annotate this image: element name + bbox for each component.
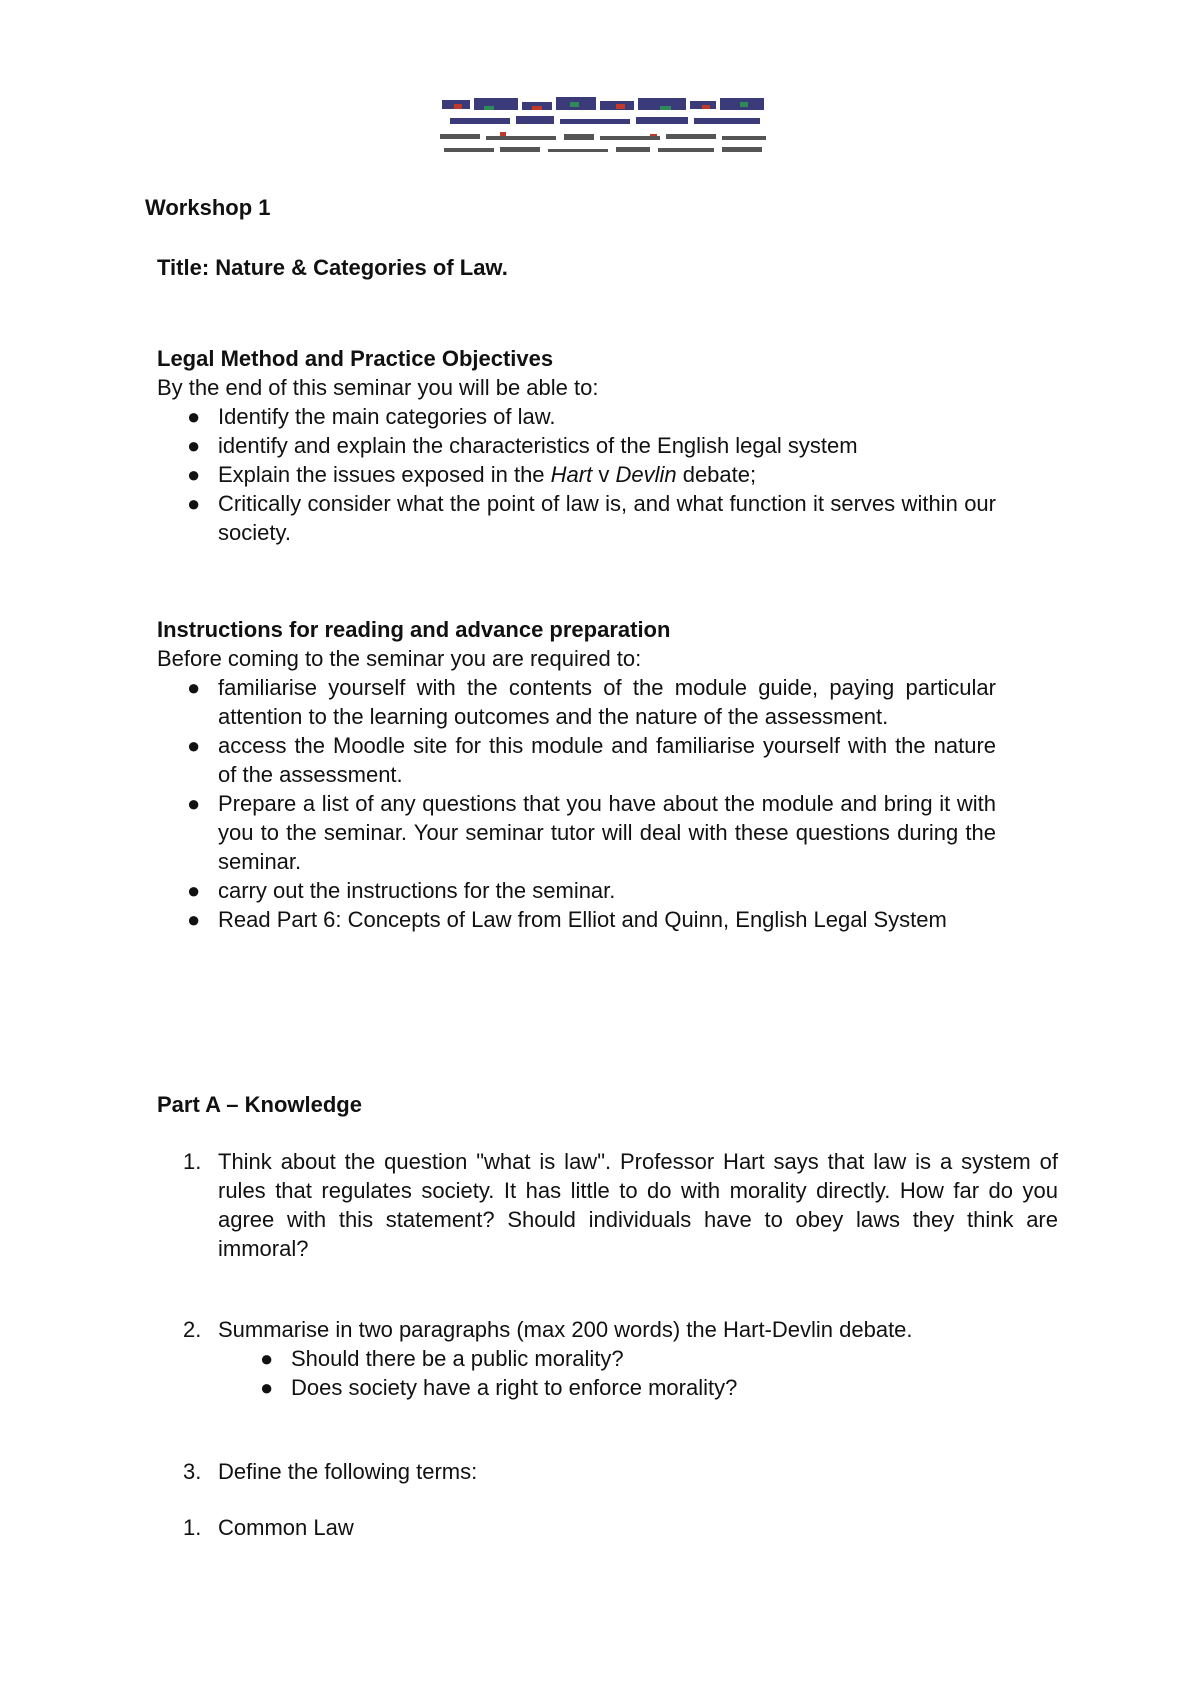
terms-list xyxy=(183,1513,1058,1542)
list-item: ● Explain the issues exposed in the Hart v Devlin debate; xyxy=(187,462,757,487)
objectives-list xyxy=(187,402,996,547)
objectives-heading: Legal Method and Practice Objectives xyxy=(157,346,554,371)
list-item: ● Should there be a public morality? xyxy=(260,1346,624,1371)
question-1 xyxy=(183,1147,1058,1263)
list-item: ● Prepare a list of any questions that you have about the module and bring it with you to the seminar. Your seminar tutor will deal with these questions during the seminar. xyxy=(187,791,996,874)
list-item: ● Critically consider what the point of law is, and what function it serves within our society. xyxy=(187,491,996,545)
bullet-icon: ● xyxy=(187,404,201,429)
objectives-intro: By the end of this seminar you will be able to: xyxy=(157,375,599,400)
bullet-icon: ● xyxy=(260,1375,274,1400)
list-item: 2. Summarise in two paragraphs (max 200 words) the Hart-Devlin debate. xyxy=(183,1317,913,1342)
list-item: 1. Common Law xyxy=(183,1515,354,1540)
list-item: 1. Think about the question "what is law". Professor Hart says that law is a system of rules that regulates society. It has little to do with morality directly. How far do you agree with this statement? Should individuals have to obey laws they think are immoral? xyxy=(183,1149,1058,1261)
list-item: ● Identify the main categories of law. xyxy=(187,404,556,429)
preparation-list xyxy=(187,673,996,934)
page-title: Title: Nature & Categories of Law. xyxy=(157,255,508,280)
question-2-subpoints xyxy=(260,1344,991,1402)
list-item: ● carry out the instructions for the seminar. xyxy=(187,878,616,903)
bullet-icon: ● xyxy=(187,733,201,758)
question-2 xyxy=(183,1315,1058,1344)
bullet-icon: ● xyxy=(187,791,201,816)
question-3 xyxy=(183,1457,1058,1486)
list-item: ● Does society have a right to enforce morality? xyxy=(260,1375,738,1400)
bullet-icon: ● xyxy=(187,675,201,700)
preparation-heading: Instructions for reading and advance preparation xyxy=(157,617,671,642)
bullet-icon: ● xyxy=(187,462,201,487)
bullet-icon: ● xyxy=(260,1346,274,1371)
workshop-label: Workshop 1 xyxy=(145,195,271,220)
list-item: ● familiarise yourself with the contents of the module guide, paying particular attention to the learning outcomes and the nature of the assessment. xyxy=(187,675,996,729)
list-item: ● identify and explain the characteristics of the English legal system xyxy=(187,433,858,458)
part-a-heading: Part A – Knowledge xyxy=(157,1092,362,1117)
list-item: ● Read Part 6: Concepts of Law from Elliot and Quinn, English Legal System xyxy=(187,907,947,932)
list-item: 3. Define the following terms: xyxy=(183,1459,478,1484)
preparation-intro: Before coming to the seminar you are required to: xyxy=(157,646,642,671)
bullet-icon: ● xyxy=(187,491,201,516)
bullet-icon: ● xyxy=(187,878,201,903)
university-logo xyxy=(440,92,770,164)
bullet-icon: ● xyxy=(187,433,201,458)
list-item: ● access the Moodle site for this module and familiarise yourself with the nature of the assessment. xyxy=(187,733,996,787)
bullet-icon: ● xyxy=(187,907,201,932)
